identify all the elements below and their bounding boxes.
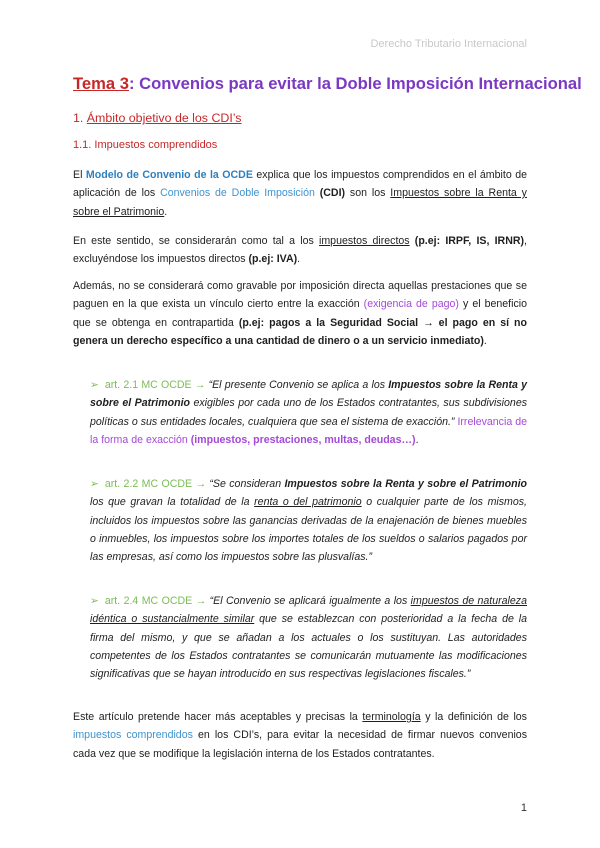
- bullet-art-2-1: ➢ art. 2.1 MC OCDE → “El presente Convenio se aplica a los Impuestos sobre la Renta y sobre el Patrimonio exigibles por cada uno de los Estados contratantes, sus subdivisiones políticas o sus entidades locales, cualquiera que sea el sistema de exacción.” Irrelevancia de la forma de exacción (impuestos, prestaciones, multas, deudas…).: [90, 379, 528, 446]
- subsection-heading: 1.1. Impuestos comprendidos: [73, 139, 218, 151]
- page-title: [73, 74, 582, 94]
- arrow-bullet-icon: ➢: [90, 595, 99, 607]
- section-number: 1.: [73, 111, 87, 125]
- arrow-bullet-icon: ➢: [90, 379, 99, 391]
- paragraph-2: En este sentido, se considerarán como tal a los impuestos directos (p.ej: IRPF, IS, IRNR), excluyéndose los impuestos directos (p.ej: IVA).: [73, 235, 527, 266]
- section-heading: [73, 111, 242, 125]
- running-header: Derecho Tributario Internacional: [370, 38, 527, 50]
- paragraph-4: Este artículo pretende hacer más aceptables y precisas la terminología y la definición de los impuestos comprendidos en los CDI’s, para evitar la necesidad de firmar nuevos convenios cada vez que se modifique la legislación interna de los Estados contratantes.: [73, 711, 527, 760]
- arrow-bullet-icon: ➢: [90, 478, 99, 490]
- title-prefix: Tema 3: [73, 74, 129, 93]
- page-number: 1: [520, 802, 527, 814]
- paragraph-1: El Modelo de Convenio de la OCDE explica que los impuestos comprendidos en el ámbito de aplicación de los Convenios de Doble Imposición (CDI) son los Impuestos sobre la Renta y sobre el Patrimonio.: [73, 169, 527, 218]
- bullet-art-2-4: ➢ art. 2.4 MC OCDE → “El Convenio se aplicará igualmente a los impuestos de naturaleza idéntica o sustancialmente similar que se establezcan con posterioridad a la fecha de la firma del mismo, y que se añadan a los actuales o los sustituyan. Las autoridades competentes de los Estados contratantes se comunicarán mutuamente las modificaciones significativas que se hayan introducido en sus respectivas legislaciones fiscales.”: [90, 595, 527, 681]
- section-label: Ámbito objetivo de los CDI’s: [86, 111, 242, 125]
- paragraph-3: Además, no se considerará como gravable por imposición directa aquellas prestaciones que se paguen en la que exista un vínculo cierto entre la exacción (exigencia de pago) y el beneficio que se obtenga en contrapartida (p.ej: pagos a la Seguridad Social → el pago en sí no genera un derecho específico a una cantidad de dinero o a un servicio inmediato).: [73, 280, 528, 347]
- bullet-art-2-2: ➢ art. 2.2 MC OCDE → “Se consideran Impuestos sobre la Renta y sobre el Patrimonio los que gravan la totalidad de la renta o del patrimonio o cualquier parte de los mismos, incluidos los impuestos sobre las ganancias derivadas de la enajenación de bienes muebles o inmuebles, los impuestos sobre los importes totales de los sueldos o salarios pagados por las empresas, así como los impuestos sobre las plusvalías.”: [90, 478, 528, 564]
- title-rest: : Convenios para evitar la Doble Imposición Internacional: [128, 74, 582, 93]
